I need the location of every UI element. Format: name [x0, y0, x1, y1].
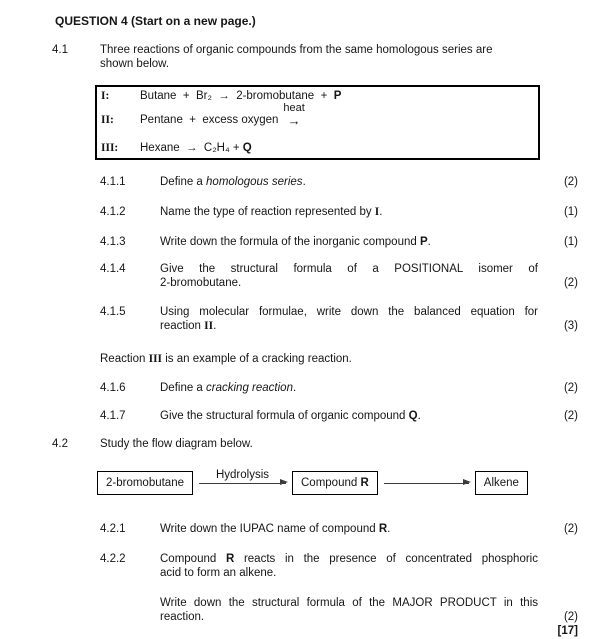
arrow-head-icon — [463, 479, 471, 485]
question-4-2-2 — [100, 552, 578, 624]
section-4-2-text — [100, 437, 540, 451]
question-text — [160, 175, 538, 189]
reaction-row-3 — [101, 141, 534, 155]
question-line: Name the type of reaction represented by I. — [160, 206, 383, 218]
question-line: Write down the formula of the inorganic compound P. — [160, 236, 431, 248]
flow-box-2-bromobutane — [97, 471, 193, 495]
reaction-label-3: III: — [101, 142, 119, 154]
question-4-1-5 — [100, 305, 578, 333]
question-text — [160, 205, 538, 219]
mark-allocation: (2) — [563, 277, 578, 289]
question-line: Write down the IUPAC name of compound R. — [160, 523, 391, 535]
hydrolysis-label: Hydrolysis — [215, 469, 270, 481]
reaction-equation-2: Pentane + excess oxygen — [140, 114, 279, 126]
question-4-2-1 — [100, 522, 578, 536]
question-number: 4.1.3 — [100, 236, 126, 248]
question-line: 2-bromobutane. — [160, 277, 242, 289]
intro-line-1: Three reactions of organic compounds from the same homologous series are — [100, 44, 493, 56]
mark-allocation: (2) — [563, 410, 578, 422]
question-text — [160, 235, 538, 249]
question-line: Compound R reacts in the presence of concentrated phosphoric — [160, 553, 538, 565]
paragraph-reaction-3 — [100, 352, 540, 366]
question-text — [160, 305, 538, 333]
question-4-1-2 — [100, 205, 578, 219]
question-text — [160, 522, 538, 536]
reaction-row-1 — [101, 89, 534, 103]
question-4-1-4 — [100, 262, 578, 290]
flow-box-label: Alkene — [483, 477, 519, 489]
question-line: Define a homologous series. — [160, 176, 306, 188]
reaction-row-2 — [101, 103, 534, 127]
mark-allocation: (2) — [563, 382, 578, 394]
question-4-1-7 — [100, 409, 578, 423]
question-text — [160, 381, 538, 395]
question-line: Give the structural formula of organic compound Q. — [160, 410, 421, 422]
mark-allocation: (2) — [563, 611, 578, 623]
arrow-shaft — [384, 483, 469, 484]
flow-box-label: Compound R — [301, 477, 369, 489]
question-4-1-3 — [100, 235, 578, 249]
question-line: reaction II. — [160, 320, 217, 332]
flow-arrow-hydrolysis — [193, 470, 292, 496]
flow-box-alkene — [475, 471, 528, 495]
flow-box-label: 2-bromobutane — [106, 477, 184, 489]
mark-allocation: (2) — [563, 176, 578, 188]
section-4-1-text — [100, 43, 540, 71]
question-text — [160, 409, 538, 423]
question-line: Write down the structural formula of the MAJOR PRODUCT in this — [160, 597, 538, 609]
question-number: 4.2.1 — [100, 523, 126, 535]
mark-allocation: (2) — [563, 523, 578, 535]
question-number: 4.2.2 — [100, 553, 126, 565]
question-number: 4.1.2 — [100, 206, 126, 218]
question-4-1-1 — [100, 175, 578, 189]
question-line: Define a cracking reaction. — [160, 382, 297, 394]
reaction-equation-1: Butane + Br₂ → 2-bromobutane + P — [140, 90, 342, 102]
question-line: Give the structural formula of a POSITIONAL isomer of — [160, 263, 538, 275]
paragraph-line: Reaction III is an example of a cracking reaction. — [100, 353, 352, 365]
right-arrow-icon: → — [287, 113, 301, 128]
mark-allocation: (1) — [563, 236, 578, 248]
reaction-label-1: I: — [101, 90, 110, 102]
question-number: 4.1.4 — [100, 263, 126, 275]
mark-allocation: (3) — [563, 320, 578, 332]
arrow-shaft — [199, 483, 286, 484]
total-marks-value: [17] — [557, 625, 578, 637]
heat-label: heat — [283, 102, 305, 114]
heat-arrow — [283, 103, 304, 127]
section-4-1-intro — [52, 43, 614, 71]
flow-arrow-plain — [378, 470, 475, 496]
flow-diagram — [97, 470, 614, 496]
question-number: 4.1.7 — [100, 410, 126, 422]
mark-allocation: (1) — [563, 206, 578, 218]
section-number-4-2: 4.2 — [52, 438, 68, 450]
question-line: Using molecular formulae, write down the balanced equation for — [160, 306, 538, 318]
section-number-4-1: 4.1 — [52, 44, 68, 56]
question-line: acid to form an alkene. — [160, 567, 277, 579]
intro-line-2: shown below. — [100, 58, 170, 70]
question-title: QUESTION 4 (Start on a new page.) — [55, 14, 256, 28]
reaction-equation-3: Hexane → C₂H₄ + Q — [140, 142, 252, 154]
section-4-2-intro — [52, 437, 614, 451]
intro-line: Study the flow diagram below. — [100, 438, 253, 450]
reaction-box — [95, 85, 540, 160]
question-text — [160, 262, 538, 290]
total-marks — [100, 624, 578, 638]
question-number: 4.1.5 — [100, 306, 126, 318]
question-text — [160, 552, 538, 624]
question-line: reaction. — [160, 611, 205, 623]
question-4-1-6 — [100, 381, 578, 395]
question-number: 4.1.1 — [100, 176, 126, 188]
arrow-head-icon — [280, 479, 288, 485]
question-number: 4.1.6 — [100, 382, 126, 394]
reaction-label-2: II: — [101, 114, 114, 126]
flow-box-compound-r — [292, 471, 378, 495]
